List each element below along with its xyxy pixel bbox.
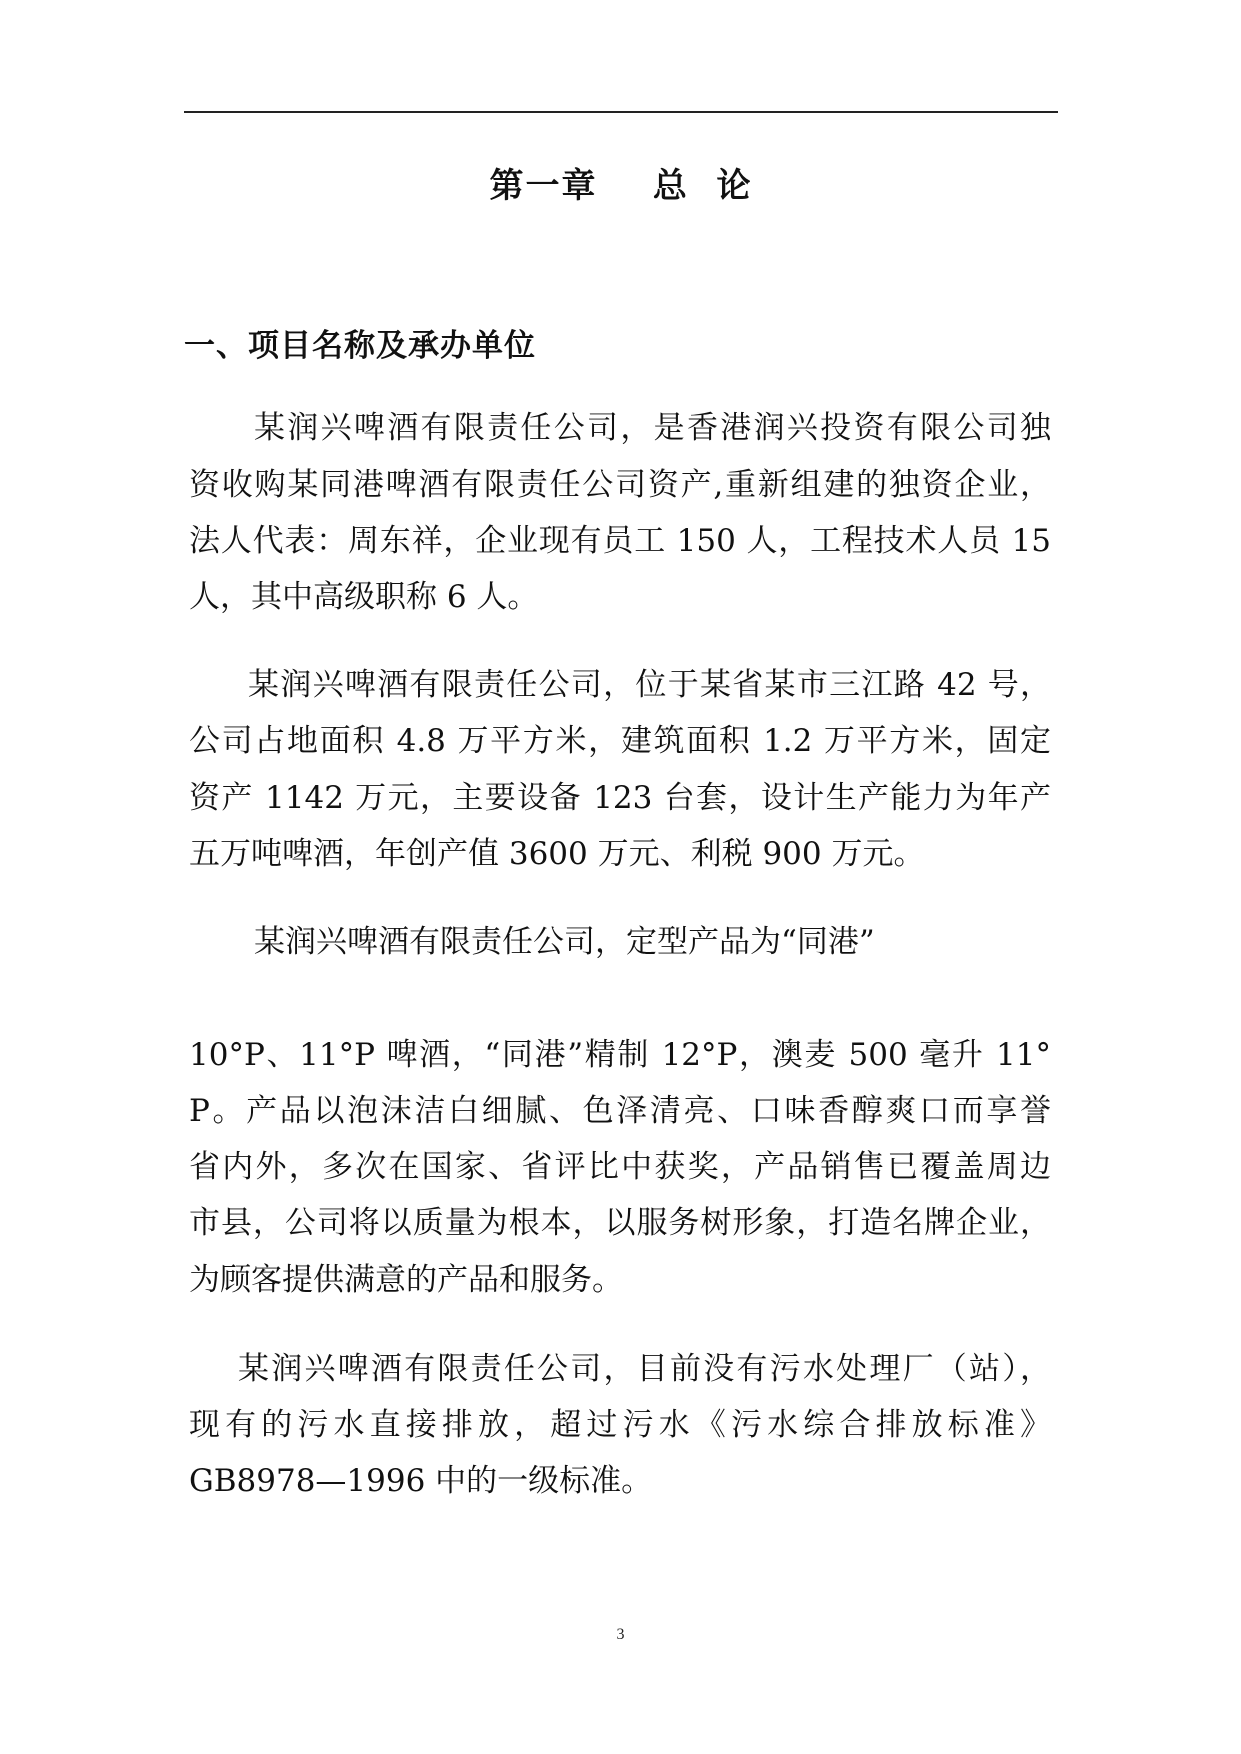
paragraph-3-line-5: 市县，公司将以质量为根本，以服务树形象，打造名牌企业， (189, 1205, 1051, 1241)
chapter-title: 第一章 总 论 (489, 166, 753, 206)
paragraph-3-line-4: 省内外，多次在国家、省评比中获奖，产品销售已覆盖周边 (189, 1149, 1051, 1185)
paragraph-2-line-4: 五万吨啤酒，年创产值 3600 万元、利税 900 万元。 (189, 836, 925, 872)
paragraph-3-line-2: 10°P、11°P 啤酒，“同港”精制 12°P，澳麦 500 毫升 11° (189, 1037, 1051, 1073)
paragraph-2-line-2: 公司占地面积 4.8 万平方米，建筑面积 1.2 万平方米，固定 (189, 723, 1051, 759)
paragraph-4-line-2: 现有的污水直接排放，超过污水《污水综合排放标准》 (189, 1407, 1051, 1443)
paragraph-4-line-3: GB8978—1996 中的一级标准。 (189, 1463, 653, 1499)
paragraph-3-line-3: P。产品以泡沫洁白细腻、色泽清亮、口味香醇爽口而享誉 (189, 1093, 1051, 1129)
paragraph-1-line-2: 资收购某同港啤酒有限责任公司资产,重新组建的独资企业， (189, 467, 1051, 503)
paragraph-3-line-6: 为顾客提供满意的产品和服务。 (189, 1262, 623, 1298)
section-heading: 一、项目名称及承办单位 (184, 328, 536, 364)
paragraph-2-line-3: 资产 1142 万元，主要设备 123 台套，设计生产能力为年产 (189, 780, 1051, 816)
paragraph-4-line-1: 某润兴啤酒有限责任公司，目前没有污水处理厂（站）， (238, 1351, 1051, 1387)
paragraph-1-line-4: 人，其中高级职称 6 人。 (189, 579, 539, 615)
paragraph-3-line-1: 某润兴啤酒有限责任公司，定型产品为“同港” (254, 924, 875, 960)
paragraph-1-line-1: 某润兴啤酒有限责任公司，是香港润兴投资有限公司独 (254, 410, 1051, 446)
page-number: 3 (616, 1626, 625, 1643)
paragraph-2-line-1: 某润兴啤酒有限责任公司，位于某省某市三江路 42 号， (248, 667, 1051, 703)
paragraph-1-line-3: 法人代表：周东祥，企业现有员工 150 人，工程技术人员 15 (189, 523, 1051, 559)
header-rule (184, 111, 1058, 113)
